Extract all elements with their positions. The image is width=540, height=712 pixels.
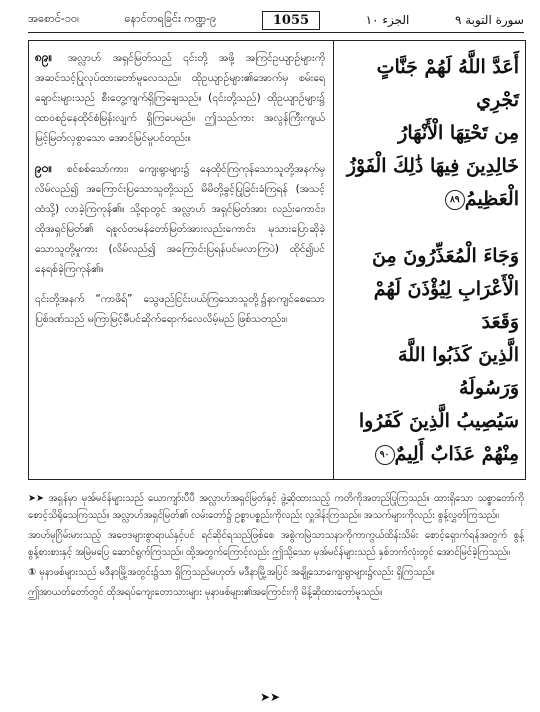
translation-text: အလ္လာဟ် အရှင်မြတ်သည် ၎င်းတို့ အဖို့ အကြင်ဥယျာဉ်များကို အဆင်သင့်ပြုလုပ်ထားတော်မူလေသည်။ ထိုဥယျာဉ်များ၏အောက်မှ စမ်းရေချောင်းများသည် စီးတွေ့ကျက်ရှိကြချေသည်။ (၎င်းတို့သည်) ထိုဥယျာဉ်များ၌ ထာဝစဉ်နေထိုင်စံမြန်းလျက် ရှိကြပေမည်။ ဤသည်ကား အလွန်ကြီးကျယ် မြင့်မြတ်လှစွာသော အောင်မြင်မှုပင်တည်း။ [35,52,325,144]
verse-number: ၈၉။ [35,50,53,64]
note-paragraph [28,584,524,601]
translation-paragraph-89 [35,47,325,148]
note-text: အာဟ်မုဂြိမ်းမားသည့် အဗေဒများစွာရာယ်နှင့်ပင် ရင်ဆိုင်ရသည်ဖြစ်စေ အစွဲကမြဲသာသနာကိုကာကွယ်ထိန်းသိမ်း စောင့်ရှောက်ရန်အတွက် စွန့်စွန့်စားစားနှင့် အမြဲမပြေ ဆောင်ရွက်ကြသည်။ ထို့အတွက်ကြောင့်လည်း ဤသို့သော မုအ်မင်န်များသည် နှစ်ဘက်လုံးတွင် အောင်မြင်ခဲ့ကြသည်။ [28,530,524,558]
header-left-label: အစောင်-၁၀၊ [28,12,79,25]
arabic-line: مِنْهُمْ عَذَابٌ أَلِيمٌ [394,443,519,465]
verse-number: ၉၀။ [35,161,53,175]
page-header [28,8,524,33]
note-text: ဤအာယတ်တော်တွင် ထိုအရပ်ကျေးတောသားများ မုနာဖစ်များ၏အကြောင်းကို မိန့်ဆိုထားတော်မူသည်။ [28,587,383,598]
ayah-number-marker: ٩٠ [375,445,395,465]
note-arrow-marker: ➤➤ [28,493,45,504]
translation-paragraph-90 [35,158,325,279]
content-frame [28,40,526,480]
translation-paragraph-90-cont [35,289,325,329]
note-paragraph [28,564,524,581]
arabic-line: الْعَظِيمُ [464,188,519,210]
translation-column [35,47,325,339]
note-paragraph [28,490,524,524]
note-text: မုနာဖစ်များသည် မဒီနာမြို့အတွင်း၌သာ ရှိကြသည်မဟုတ်၊ မဒီနာမြို့အပြင် အချို့သောကျေးရွာများ၌လည်း ရှိကြသည်။ [39,567,435,578]
translation-text: ၎င်းတို့အနက် “ကာဖိရ်” သွေဖည်ငြင်းပယ်ကြသောသူတို့၌နာကျင်စေသောပြစ်ဒဏ်သည် မကြာမြင့်မီပင်ဆိုက်ရောက်လေလိမ့်မည် ဖြစ်သတည်း။ [35,293,325,325]
header-center-label: နောင်တရခြင်း ကဏ္ဍ-၉ [124,12,217,25]
footer-arrow-marker: ➤➤ [259,690,281,704]
arabic-line: أَعَدَّ اللَّهُ لَهُمْ جَنَّاتٍ تَجْرِي [376,56,519,111]
arabic-line: سَيُصِيبُ الَّذِينَ كَفَرُوا [358,410,519,432]
page-number: 1055 [262,11,320,30]
note-text: အရှန်မှာ မုအ်မင်န်များသည် ယောကျာ်းပီပီ အလ္လာဟ်အရှင်မြတ်နှင့် ဖွဲ့ဆိုထားသည့် ကတိကိုအတည်ပြုကြသည်။ ထားရှိသော သစ္စာတော်ကို စောင့်သိရိုသေကြသည်။ အလ္လာဟ်အရှင်မြတ်၏ လမ်းတော်၌ ဥစ္စာပစ္စည်းကိုလည်း လှူဒါန်းကြသည်။ အသက်များကိုလည်း စွန့်လွှတ်ကြသည်။ [28,493,524,521]
arabic-line: وَجَاءَ الْمُعَذِّرُونَ مِنَ [371,245,519,267]
arabic-verse-90 [341,240,519,471]
arabic-column [341,51,519,495]
arabic-line: الَّذِينَ كَذَبُوا اللَّهَ وَرَسُولَهُ [398,344,519,399]
ayah-number-marker: ٨٩ [445,190,465,210]
arabic-line: مِن تَحْتِهَا الْأَنْهَارُ [398,122,519,144]
column-divider [333,41,334,479]
arabic-verse-89 [341,51,519,216]
arabic-line: الْأَعْرَابِ لِيُؤْذَنَ لَهُمْ وَقَعَدَ [373,278,519,333]
commentary-notes [28,490,524,604]
translation-text: စင်စစ်သော်ကား၊ ကျေးရွာများ၌ နေထိုင်ကြကုန်သောသူတို့အနက်မှ လိမ်လည်၍ အကြောင်းပြသောသူတို့သည် မိမိတို့ခွင့်ပြုခြင်းခံကြရန် (အသင့်ထံသို့) လာခဲ့ကြကုန်၏။ သို့ရာတွင် အလ္လာဟ် အရှင်မြတ်အား လည်းကောင်း၊ ထိုအရှင်မြတ်၏ ရစူလ်တမန်တော်မြတ်အားလည်းကောင်း၊ မုသားပြောဆိုခဲ့သောသူတို့မှုကား (လိမ်လည်၍ အကြောင်းပြရန်ပင်မလာကြပဲ) ထိုင်၍ပင် နေရစ်ခဲ့ကြကုန်၏။ [35,163,325,275]
note-paragraph [28,527,524,561]
header-surah: سورة التوبة ٩ [454,13,524,27]
header-juz: الجزء ١٠ [365,13,410,27]
footnote-marker: ① [28,567,37,578]
arabic-line: خَالِدِينَ فِيهَا ذَٰلِكَ الْفَوْزُ [346,155,519,177]
